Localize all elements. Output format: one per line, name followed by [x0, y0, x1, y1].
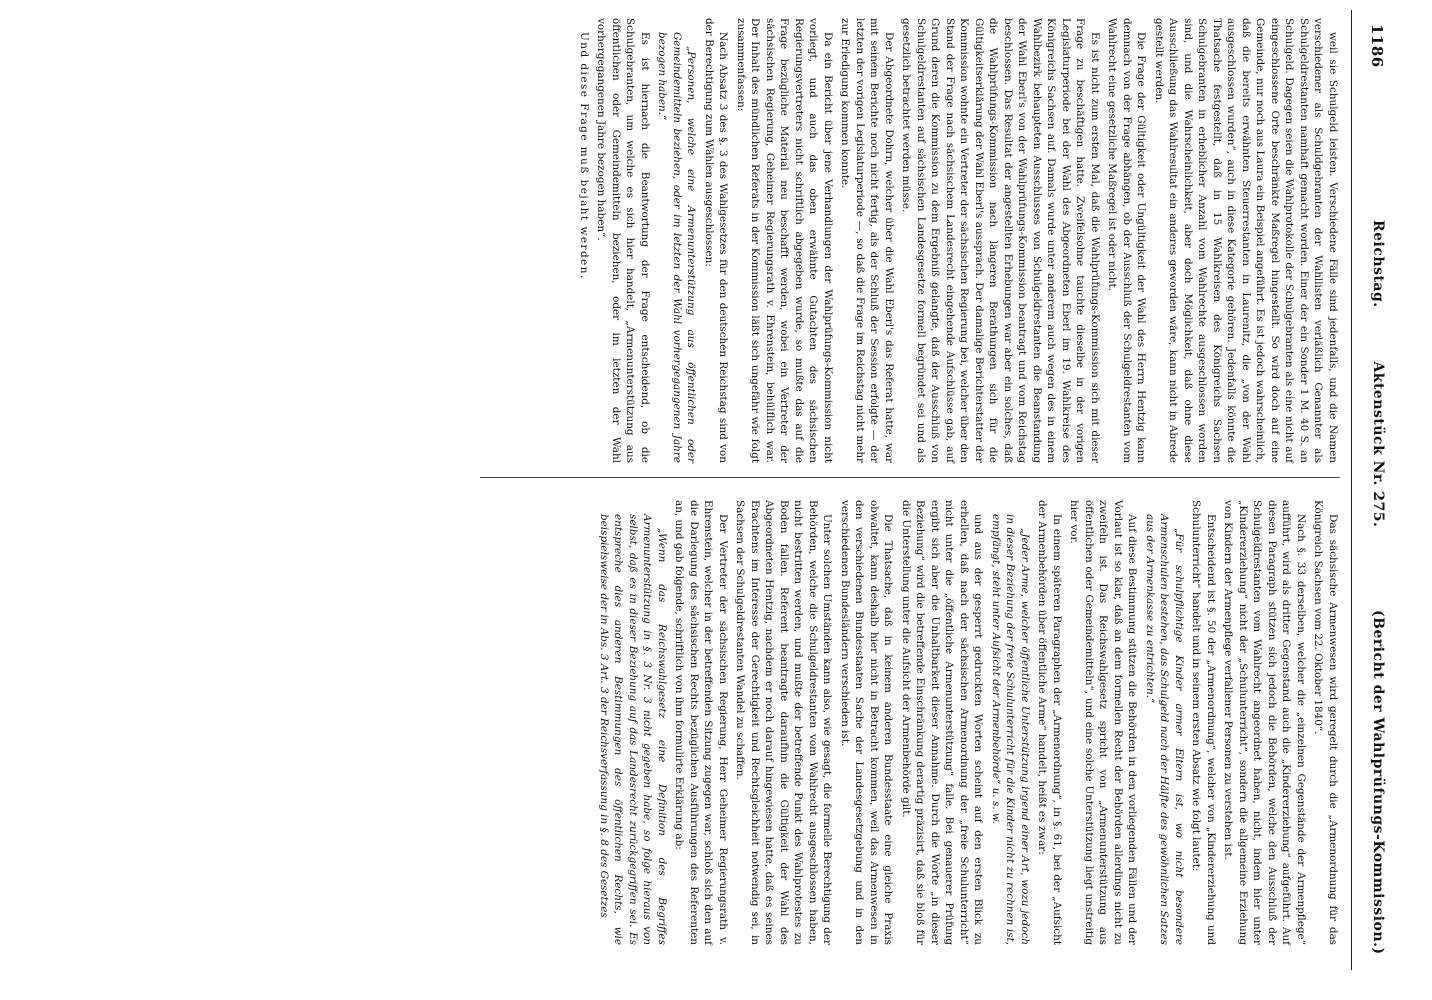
column-divider: [480, 477, 1340, 478]
running-title: [1370, 220, 1386, 527]
document-page: [70, 10, 1400, 970]
header-subtitle: Aktenstück Nr. 275.: [1370, 361, 1386, 528]
paragraph: Nach Absatz 3 des §. 3 des Wahlgesetzes für den deutschen Reichstag sind von der Berechtigung zum Wählen ausgeschlossen:: [703, 18, 730, 463]
paragraph: Das sächsische Armenwesen wird geregelt durch die „Armenordnung für das Königreich Sachsen vom 22. Oktober 1840“.: [1312, 500, 1339, 945]
header-section: (Bericht der Wahlprüfungs-Kommission.): [1370, 610, 1386, 955]
paragraph: Da ein Bericht über jene Verhandlungen der Wahlprüfungs-Kommission nicht vorliegt, und auch das oben erwähnte Gutachten des sächsischen Regierungsvertreters nicht schriftlich abgegeben wurde, so mußte das auf die Frage bezügliche Material neu beschafft werden, wobei ein Vertreter der sächsischen Regierung, Geheimer Regierungsrath v. Ehrenstein, behülflich war. Der Inhalt des mündlichen Referats in der Kommission läßt sich ungefähr wie folgt zusammenfassen:: [735, 18, 834, 463]
paragraph: Nach §. 33 derselben, welcher die „einzelnen Gegenstände der Armenpflege“ aufführt, wird als dritter Gegenstand auch die „Kindererziehung“ aufgeführt. Auf diesen Paragraph stützen sich jedoch die Behörden, welche den Ausschluß der Schulgeldrestanten vom Wahlrecht angeordnet haben, nicht, indem hier unter „Kindererziehung“ nicht der „Schulunterricht“, sondern die allgemeine Erziehung von Kindern der Armenpflege verfallener Personen zu verstehen ist.: [1222, 500, 1307, 945]
quoted-law: „Personen, welche eine Armenunterstützung aus öffentlichen oder Gemeindemitteln beziehen, oder im letzten der Wahl vorhergegangenen Jahre bezogen haben.“: [656, 32, 698, 463]
quoted-law: „Für schulpflichtige Kinder armer Eltern ist, wo nicht besondere Armenschulen bestehen, das Schulgeld nach der Hälfte des gewöhnlichen Satzes aus der Armenkasse zu entrichten.“: [1144, 514, 1185, 945]
paragraph: Auf diese Bestimmung stützen die Behörden in den vorliegenden Fällen und der Vorlaut ist so klar, daß an dem formellen Recht der Behörden allerdings nicht zu zweifeln ist. Das Reichswahlgesetz spricht von „Armenunterstützung aus öffentlichen oder Gemeindemitteln“, und eine solche Unterstützung liegt unstreitig hier vor.: [1068, 500, 1139, 945]
page-header: [1364, 10, 1400, 970]
paragraph: Und diese Frage muß bejaht werden.: [578, 32, 590, 280]
paragraph: Es ist nicht zum ersten Mal, daß die Wahlprüfungs-Kommission sich mit dieser Frage zu beschäftigen hatte. Zweifelsohne tauchte dieselbe in der vorigen Legislaturperiode bei der Wahl des Abgeordneten Eberl im 19. Wahlkreise des Königreichs Sachsen auf. Damals wurde unter anderem auch wegen des in einem Wahlbezirk behaupteten Ausschlusses von Schulgeldrestanten die Beanstandung der Wahl Eberl's von der Wahlprüfungs-Kommission beantragt und vom Reichstag beschlossen. Das Resultat der angestellten Erhebungen war aber ein solches, daß die Wahlprüfungs-Kommission nach längeren Berathungen sich für die Gültigkeitserklärung der Wahl Eberl's aussprach. Der damalige Berichterstatter der Kommission wohnte ein Vertreter der sächsischen Regierung bei, welcher über den Stand der Frage nach sächsischem Landesrecht eingehende Aufschlüsse gab, auf Grund deren die Kommission zu dem Ergebniß gelangte, daß der Ausschluß von Schulgeldrestanten auf sächsischen Landesgesetze formell begründet sei und als gesetzlich betrachtet werden müsse.: [900, 18, 1101, 463]
paragraph: und aus der gesperrt gedruckten Worten scheint auf den ersten Blick zu erhellen, daß nach der sächsischen Armenordnung der „freie Schulunterricht“ nicht unter die „öffentliche Armenunterstützung“ falle. Bei genauerer Prüfung ergibt sich aber die Unhaltbarkeit dieser Annahme. Durch die Worte „in dieser Beziehung“ wird die betreffende Einschränkung derartig präzisirt, daß sie bloß für die Unterstellung unter die Aufsicht der Armenbehörde gilt.: [900, 500, 985, 945]
right-column: [594, 500, 1341, 945]
header-title: Reichstag.: [1370, 220, 1386, 308]
header-rule: [1351, 10, 1352, 970]
paragraph: Entscheidend ist §. 50 der „Armenordnung“, welcher von „Kindererziehung und Schulunterricht“ handelt und in seinem ersten Absatz wie folgt lautet:: [1190, 500, 1217, 945]
paragraph: Unter solchen Umständen kann also, wie gesagt, die formelle Berechtigung der Behörden, welche die Schulgeldrestanten vom Wahlrecht ausgeschlossen haben, nicht bestritten werden, und mußte der betreffende Punkt des Wahlprotestes zu Boden fallen. Referent beantragte daraufhin die Gültigkeit der Wahl des Abgeordneten Hentzig, nachdem er noch darauf hingewiesen hatte, daß es seines Erachtens im Interesse der Gerechtigkeit und Rechtsgleichheit notwendig sei, in Sachsen der Schulgeldrestanten Wandel zu schaffen.: [734, 500, 834, 945]
quoted-law: „Jeder Arme, welcher öffentliche Unterstützung irgend einer Art, wozu jedoch in dieser Beziehung der freie Schulunterricht für die Kinder nicht zu rechnen ist, empfängt, steht unter Aufsicht der Armenbehörde“ u. s. w.: [990, 514, 1031, 945]
paragraph: Die Thatsache, daß in keinem anderen Bundesstaate eine gleiche Praxis obwaltet, kann deshalb hier nicht in Betracht kommen, weil das Armenwesen in den verschiedenen Bundesstaaten Sache der Landesgesetzgebung und in den verschiedenen Bundesländern verschieden ist.: [839, 500, 895, 945]
page-number: 1186: [1368, 24, 1386, 68]
paragraph: Es ist hiernach die Beantwortung der Frage entscheidend, ob die Schulgebranten, um welche es sich hier handelt, „Armenunterstützung aus öffentlichen oder Gemeindemitteln beziehen, oder im letzten der Wahl vorhergegangenen Jahre bezogen haben“.: [595, 18, 651, 463]
paragraph: Die Frage der Gültigkeit oder Ungültigkeit der Wahl des Herrn Hentzig kann demnach von der Frage abhängen, ob der Ausschluß der Schulgeldrestanten vom Wahlrecht eine gesetzliche Maßregel ist oder nicht.: [1106, 18, 1148, 463]
paragraph: In einem späteren Paragraphen der „Armenordnung“, in §. 61, bei der „Aufsicht der Armenbehörden über öffentliche Arme“ handelt, heißt es zwar:: [1036, 500, 1063, 945]
quoted-statement: „Wenn das Reichswahlgesetz eine Definition des Begriffes Armenunterstützung in §. 3 Nr. 3 nicht gegeben habe, so folge hieraus von selbst, daß es in dieser Beziehung auf das Landesrecht zurückgegriffen sei. Es entspreche dies anderen Bestimmungen des öffentlichen Rechts, wie beispielsweise der in Abs. 3 Art. 3 der Reichsverfassung in §. 8 des Gesetzes: [598, 514, 668, 945]
paragraph: Der Vertreter der sächsischen Regierung, Herr Geheimer Regierungsrath v. Ehrenstein, welcher in der betreffenden Sitzung zugegen war, schloß sich den auf die Darlegung des sächsischen Rechts bezüglichen Ausführungen des Referenten an, und gab folgende, schriftlich von ihm formulirte Erklärung ab:: [673, 500, 729, 945]
paragraph: weil sie Schulgeld leisten. Verschiedene Fälle sind jedenfalls, und die Namen verschiedener als Schuldgebranten der Wahllisten verläßlich Genannter als Schulgeldrestanten namhaft gemacht worden. Einer der ein Sonder 1 M. 40 S. an Schulgeld. Dagegen seien die Wahlprotokolle der Schulgebranten als eine nicht auf eingeschlossene Orte beschränkte Maßregel hingestellt. So wird doch auf eine Gemeinde, nur noch aus Laura ein Beispiel angeführt. Es ist jedoch wahrscheinlich, daß die bereits erwähnten Steuerrestanten in Laurenitz, die „von der Wahl ausgeschlossen wurden“, auch in diese Kategorie gehören. Jedenfalls könnte die Thatsache festgestellt, daß in 15 Wahlkreisen des Königreichs Sachsen Schulgebranten in erheblicher Anzahl vom Wahlrechte ausgeschlossen worden sind, und die Wahrscheinlichkeit, aber doch Möglichkeit, daß ohne diese Ausschließung das Wahlresultat ein anderes geworden wäre, kann nicht in Abrede gestellt werden.: [1153, 18, 1339, 463]
paragraph: Der Abgeordnete Dohrn, welcher über die Wahl Eberl's das Referat hatte, war mit seinem Berichte noch nicht fertig, als der Schluß der Session erfolgte — der letzten der vorigen Legislaturperiode —, so daß die Frage im Reichstag nicht mehr zur Erledigung kommen konnte.: [839, 18, 895, 463]
left-column: [574, 18, 1341, 463]
